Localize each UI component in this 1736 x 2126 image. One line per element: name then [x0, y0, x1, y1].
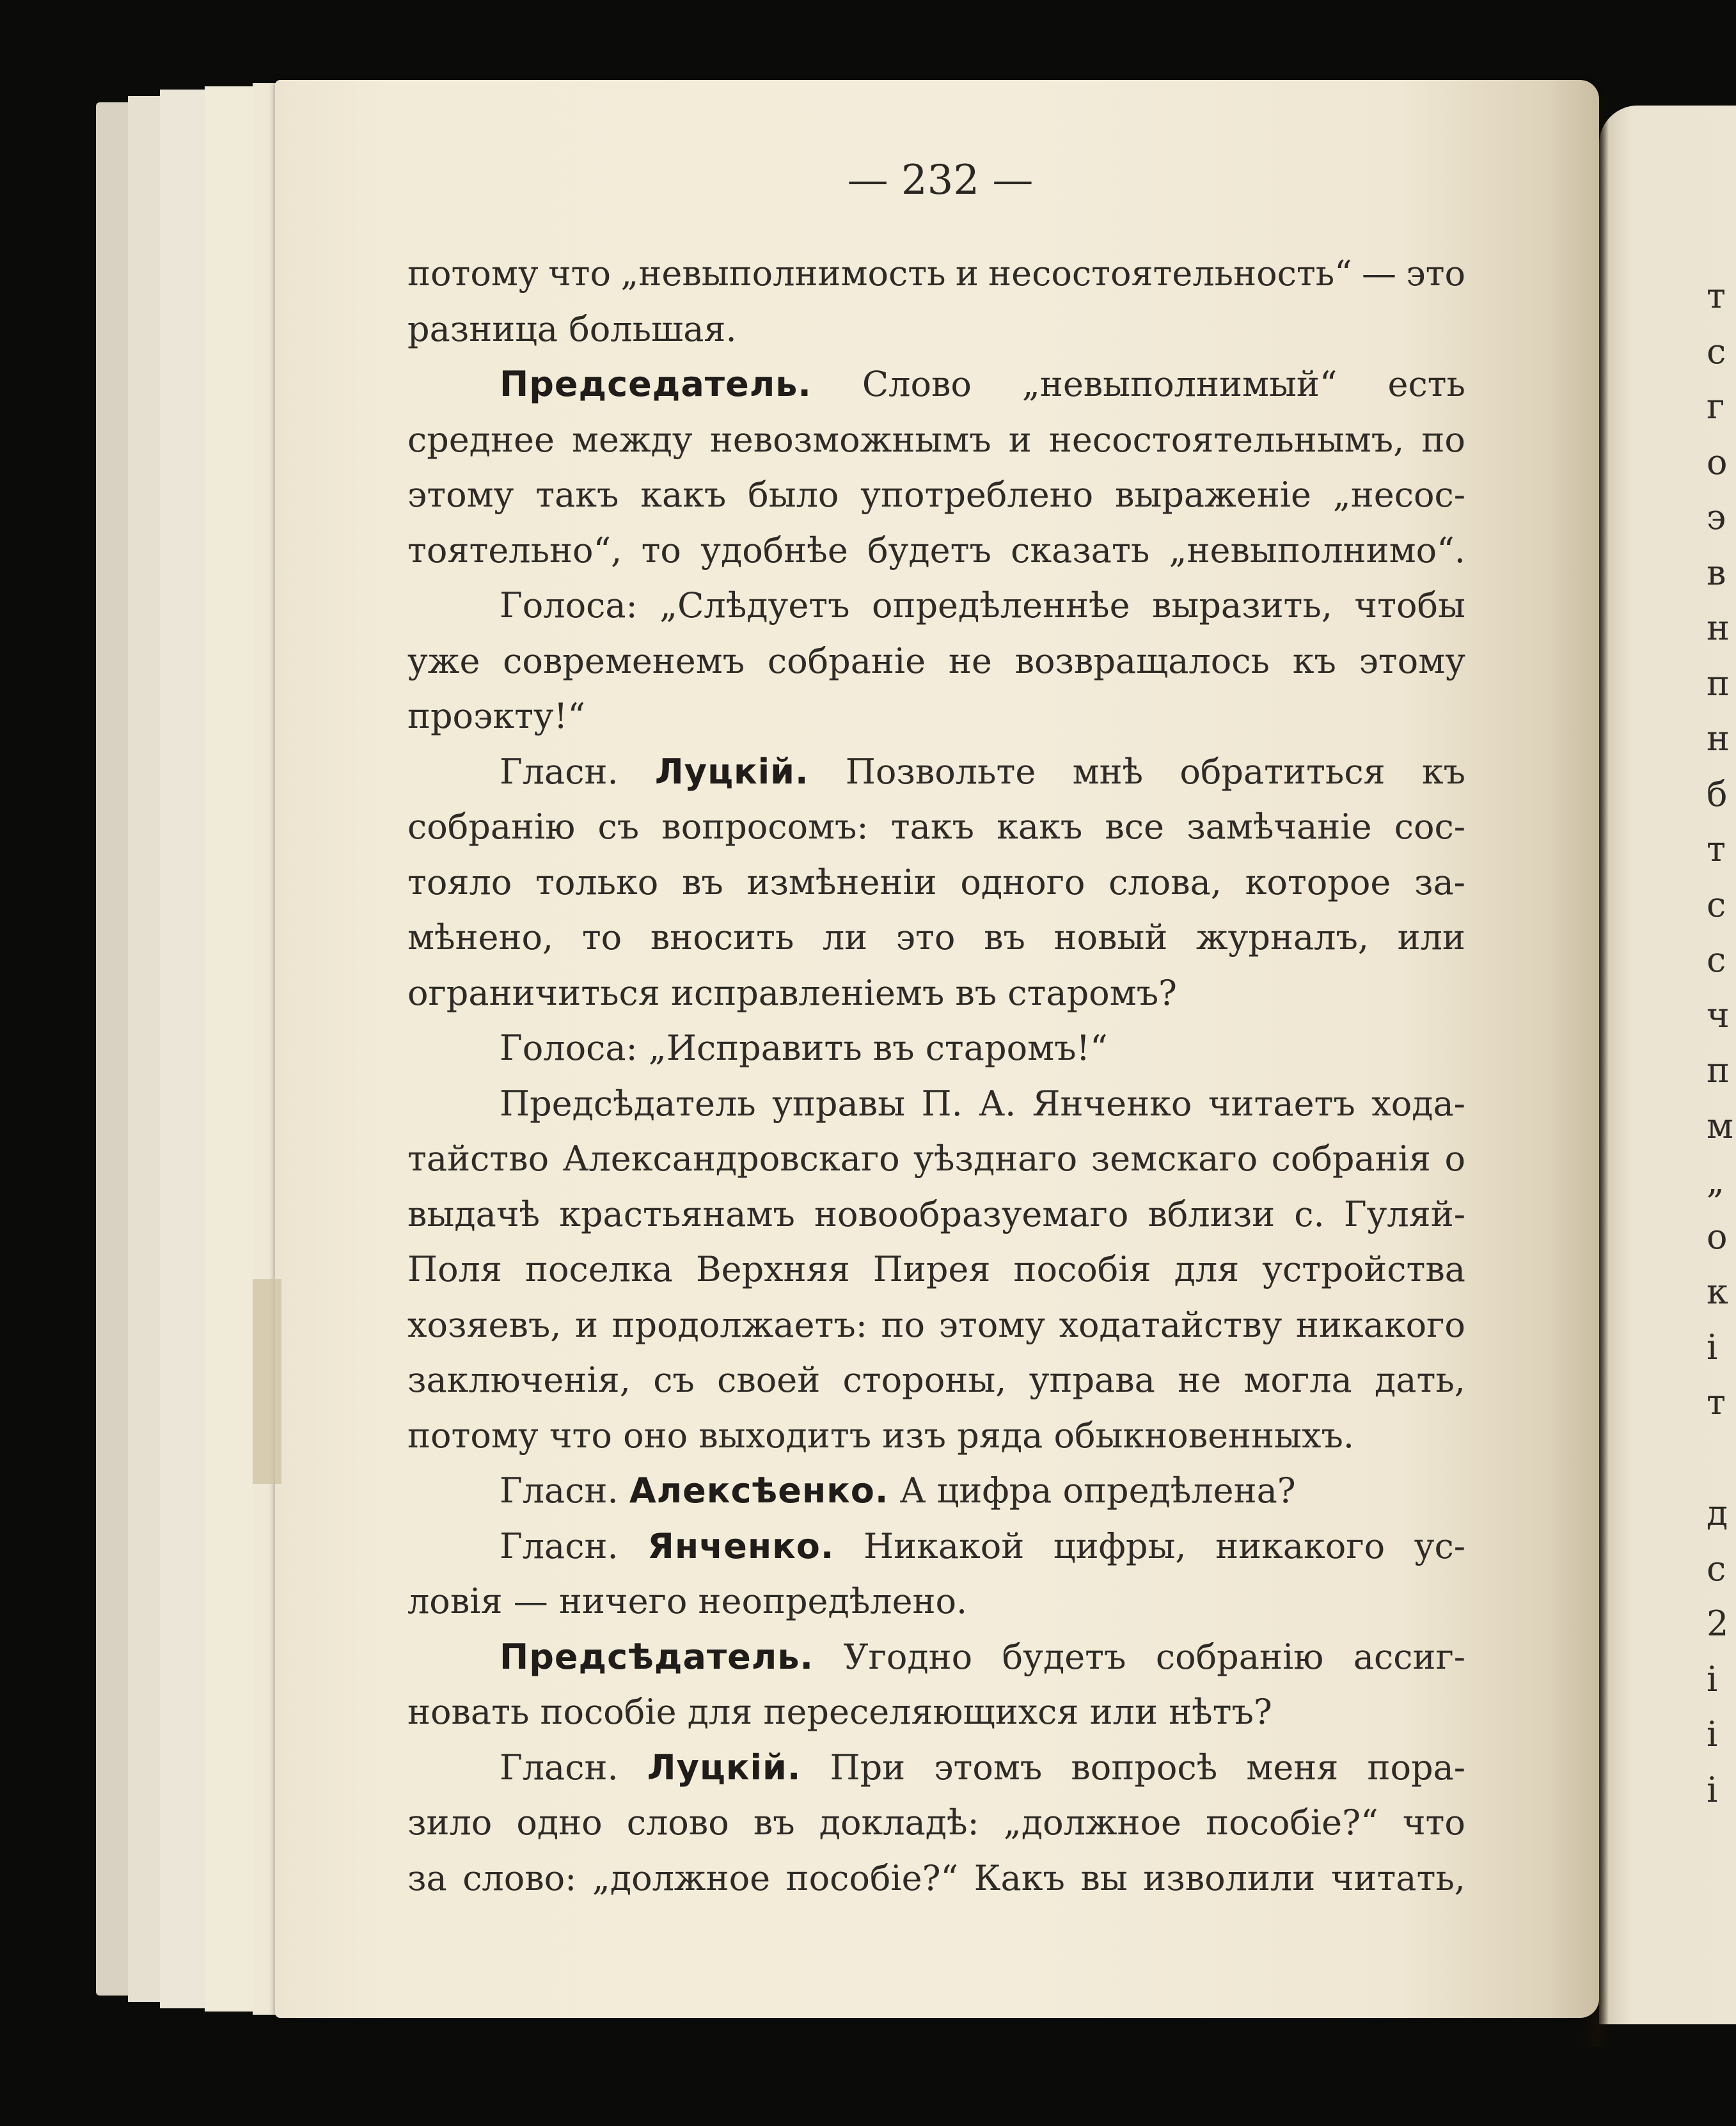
text-line: Гласн. Луцкій. При этомъ вопросѣ меня пора- — [500, 1747, 1465, 1788]
text-segment: А цифра опредѣлена? — [888, 1470, 1296, 1511]
text-line: Предсѣдатель управы П. А. Янченко читаетъ хода- — [500, 1083, 1465, 1124]
text-line: за слово: „должное пособіе?“ Какъ вы изволили читать, — [407, 1857, 1465, 1898]
page-stain — [253, 1279, 281, 1484]
text-line: тайство Александровскаго уѣзднаго земскаго собранія о — [407, 1138, 1465, 1179]
text-line: Председатель. Слово „невыполнимый“ есть — [500, 364, 1465, 404]
text-segment: разница большая. — [407, 308, 737, 349]
text-line: среднее между невозможнымъ и несостоятельнымъ, по — [407, 419, 1465, 460]
text-line — [407, 1021, 1465, 1076]
text-line — [407, 1574, 1465, 1630]
text-line: Гласн. Янченко. Никакой цифры, никакого ус- — [500, 1525, 1465, 1566]
text-segment: Гласн. — [500, 1470, 629, 1511]
text-segment: ловія — ничего неопредѣлено. — [407, 1581, 968, 1621]
text-line: хозяевъ, и продолжаетъ: по этому ходатайству никакого — [407, 1304, 1465, 1345]
text-line: выдачѣ крастьянамъ новообразуемаго вблизи с. Гуляй- — [407, 1193, 1465, 1234]
text-line: Гласн. Луцкій. Позвольте мнѣ обратиться къ — [500, 751, 1465, 792]
text-line — [407, 1463, 1465, 1519]
text-line — [407, 1685, 1465, 1740]
text-segment: потому что оно выходитъ изъ ряда обыкновенныхъ. — [407, 1415, 1354, 1456]
text-segment: Голоса: „Исправить въ старомъ!“ — [500, 1028, 1108, 1068]
text-line: этому такъ какъ было употреблено выраженіе „несос- — [407, 475, 1465, 515]
text-line: тоятельно“, то удобнѣе будетъ сказать „невыполнимо“. — [407, 530, 1465, 571]
page-number: — 232 — — [847, 157, 1034, 204]
text-line: зило одно слово въ докладѣ: „должное пособіе?“ что — [407, 1802, 1465, 1843]
text-segment: проэкту!“ — [407, 696, 586, 736]
text-line: Голоса: „Слѣдуетъ опредѣленнѣе выразить, чтобы — [500, 585, 1465, 626]
text-line: заключенія, съ своей стороны, управа не могла дать, — [407, 1360, 1465, 1400]
text-segment: ограничиться исправленіемъ въ старомъ? — [407, 972, 1178, 1013]
text-line: уже современемъ собраніе не возвращалось къ этому — [407, 640, 1465, 681]
text-line: потому что „невыполнимость и несостоятельность“ — это — [407, 253, 1465, 294]
text-segment: новать пособіе для переселяющихся или нѣтъ? — [407, 1692, 1272, 1732]
text-line: мѣнено, то вносить ли это въ новый журналъ, или — [407, 917, 1465, 957]
text-line: Поля поселка Верхняя Пирея пособія для устройства — [407, 1249, 1465, 1289]
text-line — [407, 689, 1465, 744]
text-line: собранію съ вопросомъ: такъ какъ все замѣчаніе сос- — [407, 807, 1465, 847]
text-line: тояло только въ измѣненіи одного слова, которое за- — [407, 862, 1465, 902]
page-body-text — [407, 246, 1465, 1906]
text-line — [407, 302, 1465, 358]
text-line: Предсѣдатель. Угодно будетъ собранію ассиг- — [500, 1636, 1465, 1677]
text-line — [407, 1408, 1465, 1464]
speaker-name: Алексѣенко. — [629, 1470, 889, 1511]
facing-page-text-fragment: т с г о э в н п н б т с с ч п м „ о к і т д с 2 і і і — [1707, 276, 1734, 1810]
text-line — [407, 966, 1465, 1021]
